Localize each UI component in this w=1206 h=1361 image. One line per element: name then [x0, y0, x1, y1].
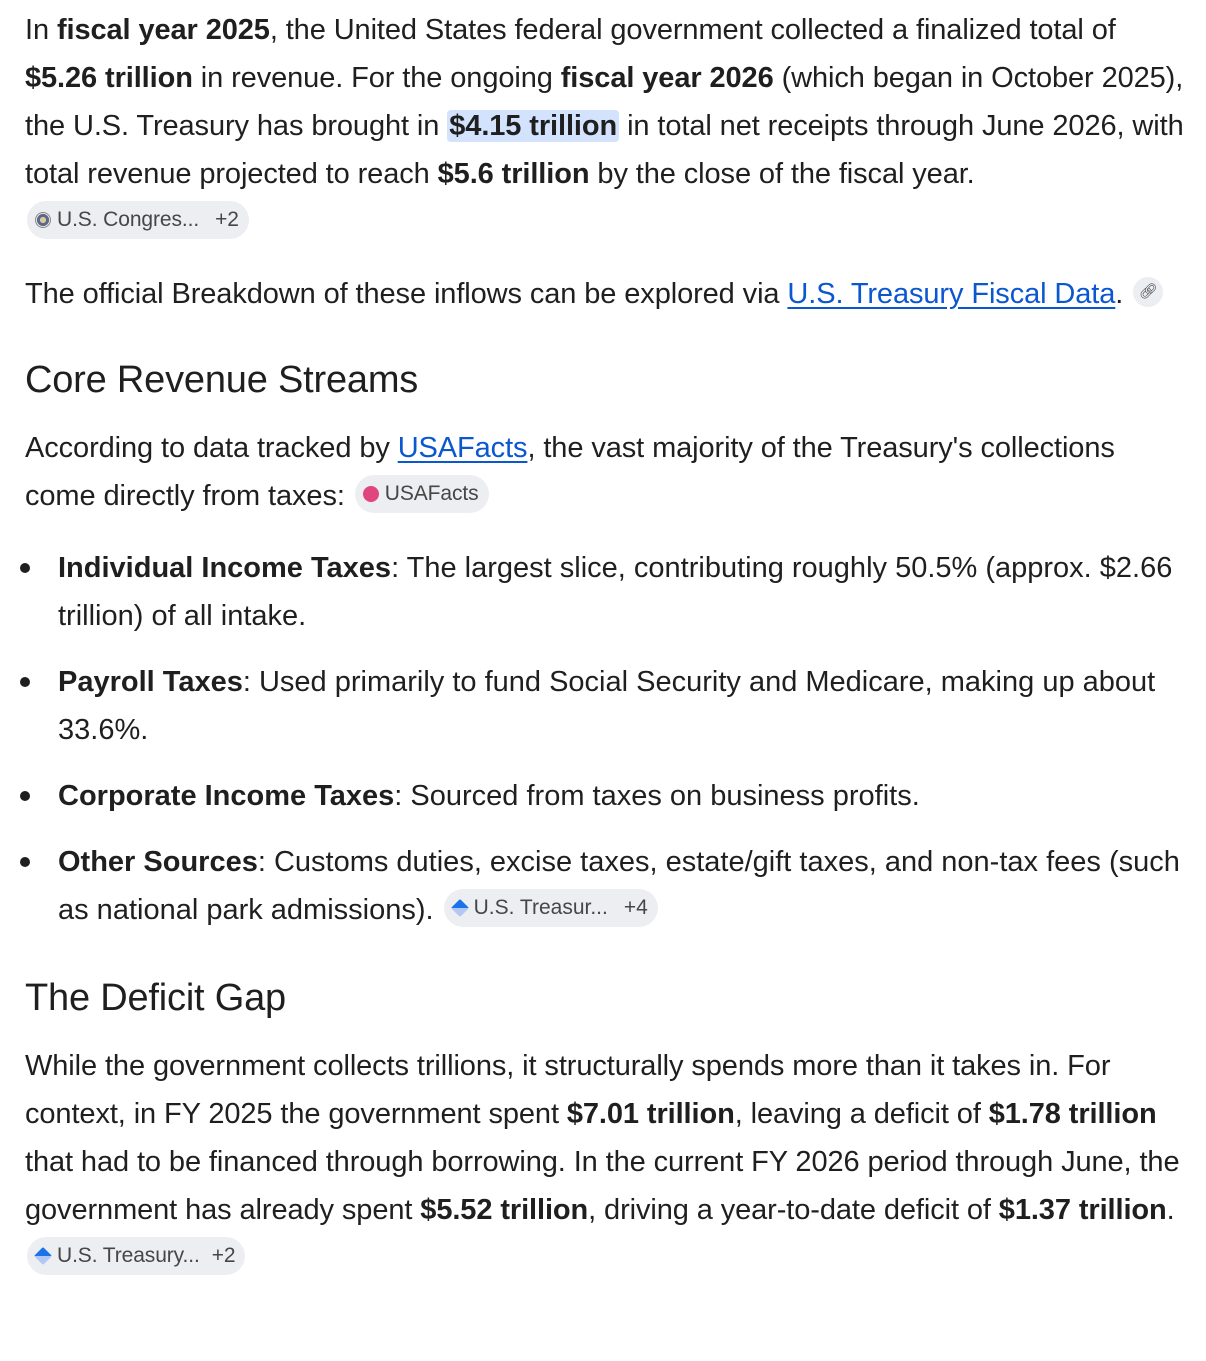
revenue-list [25, 544, 1185, 934]
source-chip-treasury[interactable] [444, 889, 658, 927]
bold-text: fiscal year 2026 [560, 62, 774, 94]
list-item-term: Other Sources [58, 846, 258, 878]
usafacts-icon [363, 486, 379, 502]
text: by the close of the fiscal year. [589, 158, 975, 190]
bold-text: fiscal year 2025 [56, 14, 270, 46]
source-chip-count: +2 [211, 1244, 236, 1268]
list-item-term: Corporate Income Taxes [58, 780, 395, 812]
text: in total net receipts through June 2026, with total revenue projected to reach [25, 110, 1184, 190]
bold-text: $1.78 trillion [988, 1098, 1157, 1130]
list-item-term: Payroll Taxes [58, 666, 243, 698]
treasury-icon [451, 899, 469, 917]
link-icon: 🔗︎ [1138, 283, 1158, 301]
source-chip-treasury-2[interactable] [27, 1237, 245, 1275]
text: , the vast majority of the Treasury's collections come directly from taxes: [25, 432, 1115, 512]
list-item-text: : The largest slice, contributing roughly 50.5% (approx. $2.66 trillion) of all intake. [58, 552, 1173, 632]
text: . [1115, 278, 1124, 310]
deficit-paragraph [25, 1042, 1185, 1282]
source-chip-usafacts[interactable] [355, 475, 489, 513]
section-heading-deficit-gap: The Deficit Gap [25, 977, 286, 1019]
text: , driving a year-to-date deficit of [588, 1194, 999, 1226]
bold-text: $1.37 trillion [998, 1194, 1167, 1226]
core-revenue-intro [25, 424, 1185, 520]
source-chip-label: U.S. Treasur... [473, 896, 608, 920]
text: The official Breakdown of these inflows can be explored via [25, 278, 788, 310]
source-chip-label: USAFacts [384, 482, 479, 506]
bold-text: $7.01 trillion [566, 1098, 735, 1130]
usafacts-link[interactable]: USAFacts [397, 432, 528, 464]
text: , leaving a deficit of [734, 1098, 989, 1130]
breakdown-paragraph [25, 270, 1185, 318]
list-item [25, 838, 1185, 934]
bold-text: $5.26 trillion [25, 62, 193, 94]
highlighted-text[interactable]: $4.15 trillion [449, 110, 618, 142]
source-chip-label: U.S. Treasury... [57, 1244, 200, 1268]
congress-seal-icon [35, 212, 51, 228]
treasury-icon [34, 1247, 52, 1265]
source-chip-label: U.S. Congres... [57, 208, 200, 232]
text: In [25, 14, 57, 46]
list-item [25, 772, 1185, 820]
list-item-text: : Used primarily to fund Social Security and Medicare, making up about 33.6%. [58, 666, 1156, 746]
text: , the United States federal government collected a finalized total of [269, 14, 1116, 46]
list-item-text: : Customs duties, excise taxes, estate/gift taxes, and non-tax fees (such as national park admissions). [58, 846, 1180, 926]
intro-paragraph [25, 6, 1185, 246]
section-heading-core-revenue: Core Revenue Streams [25, 359, 419, 401]
text: in revenue. For the ongoing [192, 62, 561, 94]
response-content [25, 6, 1185, 1282]
text: . [1166, 1194, 1175, 1226]
source-chip-count: +2 [215, 208, 239, 232]
text: (which began in October 2025), the U.S. Treasury has brought in [25, 62, 1184, 142]
text: According to data tracked by [25, 432, 398, 464]
source-chip-count: +4 [623, 896, 648, 920]
link-chip[interactable] [1133, 277, 1163, 307]
text: that had to be financed through borrowing. In the current FY 2026 period through June, the government has already spent [25, 1146, 1180, 1226]
list-item-term: Individual Income Taxes [58, 552, 392, 584]
text: While the government collects trillions, it structurally spends more than it takes in. For context, in FY 2025 the government spent [25, 1050, 1111, 1130]
list-item [25, 544, 1185, 640]
bold-text: $5.6 trillion [437, 158, 590, 190]
source-chip-congress[interactable] [27, 201, 249, 239]
list-item [25, 658, 1185, 754]
fiscal-data-link[interactable]: U.S. Treasury Fiscal Data [787, 278, 1116, 310]
list-item-text: : Sourced from taxes on business profits. [394, 780, 920, 812]
bold-text: $5.52 trillion [420, 1194, 589, 1226]
